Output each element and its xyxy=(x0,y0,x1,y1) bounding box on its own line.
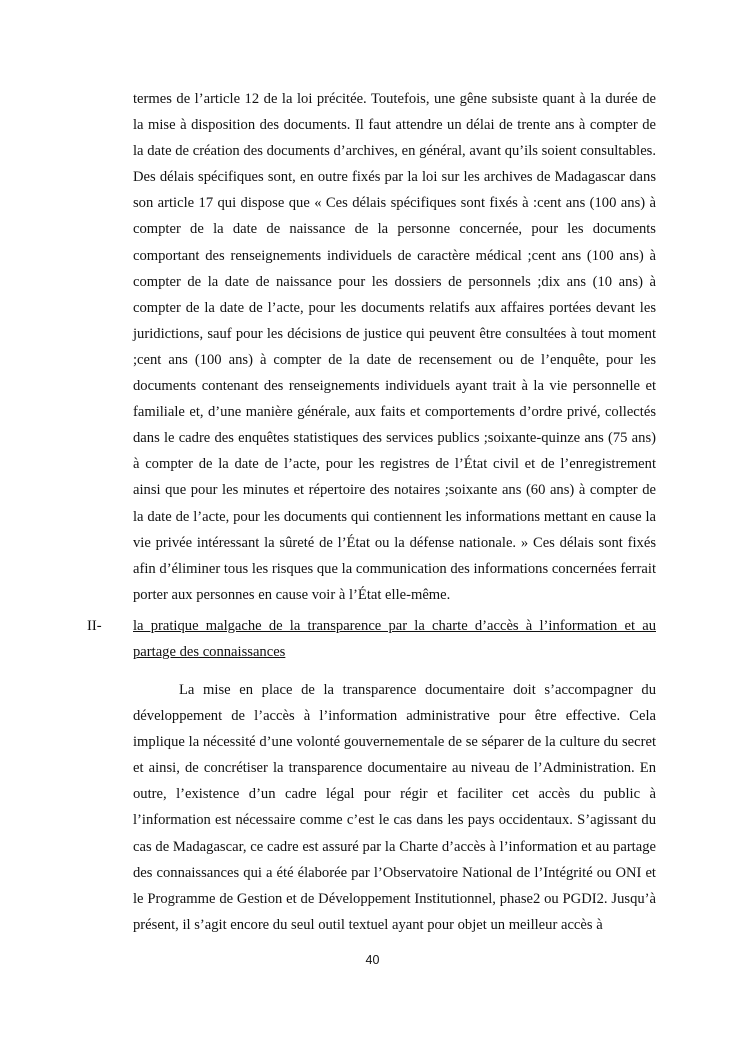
page-number: 40 xyxy=(365,953,380,967)
section-number: II- xyxy=(87,618,102,634)
body-paragraph-transparency: La mise en place de la transparence documentaire doit s’accompagner du développement de l’accès à l’information administrative pour être effective. Cela implique la nécessité d’une volonté gouvernementale de se séparer de la culture du secret et ainsi, de concrétiser la transparence documentaire au niveau de l’Administration. En outre, l’existence d’un cadre légal pour régir et faciliter cet accès du public à l’information est nécessaire comme c’est le cas dans les pays occidentaux. S’agissant du cas de Madagascar, ce cadre est assuré par la Charte d’accès à l’information et au partage des connaissances qui a été élaborée par l’Observatoire National de l’Intégrité ou ONI et le Programme de Gestion et de Développement Institutionnel, phase2 ou PGDI2. Jusqu’à présent, il s’agit encore du seul outil textuel ayant pour objet un meilleur accès à xyxy=(133,682,656,933)
section-heading: la pratique malgache de la transparence par la charte d’accès à l’information et au partage des connaissances xyxy=(133,618,656,661)
body-paragraph-archives-delays: termes de l’article 12 de la loi précitée. Toutefois, une gêne subsiste quant à la durée de la mise à disposition des documents. Il faut attendre un délai de trente ans à compter de la date de création des documents d’archives, en général, avant qu’ils soient consultables. Des délais spécifiques sont, en outre fixés par la loi sur les archives de Madagascar dans son article 17 qui dispose que « Ces délais spécifiques sont fixés à :cent ans (100 ans) à compter de la date de naissance de la personne concernée, pour les documents comportant des renseignements individuels de caractère médical ;cent ans (100 ans) à compter de la date de naissance pour les dossiers de personnels ;dix ans (10 ans) à compter de la date de l’acte, pour les documents relatifs aux affaires portées devant les juridictions, sauf pour les décisions de justice qui peuvent être consultées à tout moment ;cent ans (100 ans) à compter de la date de recensement ou de l’enquête, pour les documents contenant des renseignements individuels ayant trait à la vie personnelle et familiale et, d’une manière générale, aux faits et comportements d’ordre privé, collectés dans le cadre des enquêtes statistiques des services publics ;soixante-quinze ans (75 ans) à compter de la date de l’acte, pour les registres de l’État civil et de l’enregistrement ainsi que pour les minutes et répertoire des notaires ;soixante ans (60 ans) à compter de la date de l’acte, pour les documents qui contiennent les informations mettant en cause la vie privée intéressant la sûreté de l’État ou la défense nationale. » Ces délais sont fixés afin d’éliminer tous les risques que la communication des informations concernées ferrait porter aux personnes en cause voir à l’État elle-même. xyxy=(133,91,656,603)
